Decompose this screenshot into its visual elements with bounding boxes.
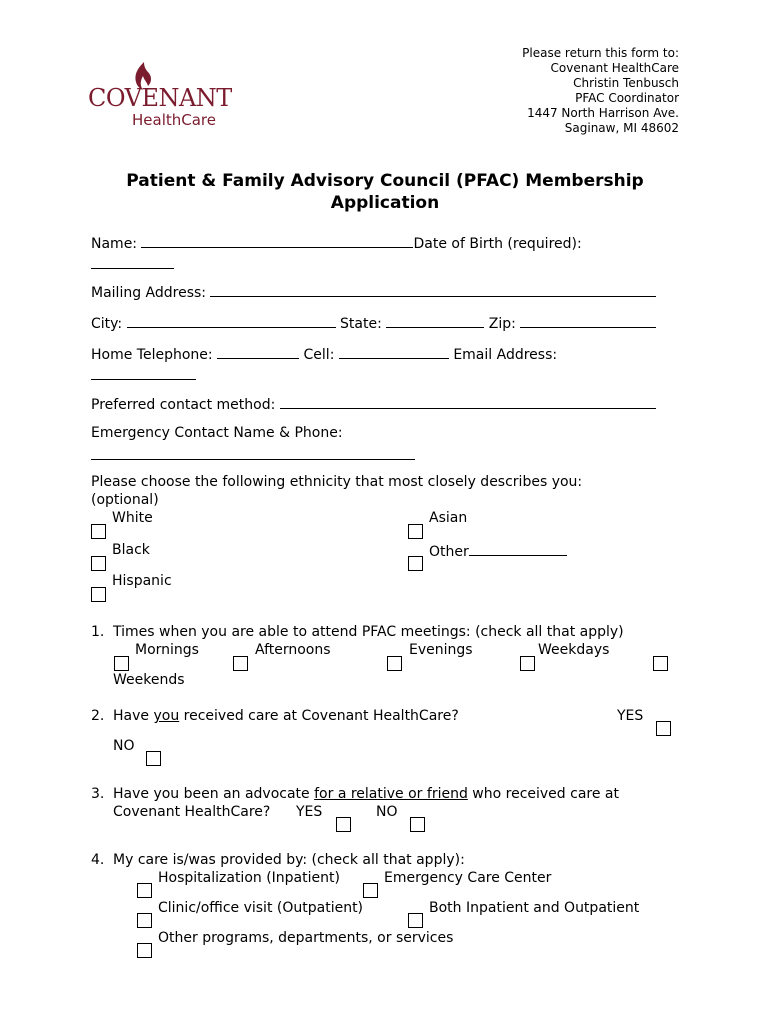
label-other: Other — [429, 544, 469, 560]
city-field[interactable] — [127, 314, 336, 328]
checkbox-other-programs[interactable] — [137, 943, 152, 958]
q2-no-label: NO — [113, 738, 135, 754]
mailing-field[interactable] — [210, 283, 656, 297]
q3-yes-label: YES — [296, 804, 323, 820]
checkbox-clinic[interactable] — [137, 913, 152, 928]
address-line: Saginaw, MI 48602 — [564, 121, 679, 135]
q2-yes-label: YES — [617, 708, 644, 724]
q2-text-emph: you — [153, 708, 180, 724]
checkbox-weekdays[interactable] — [520, 656, 535, 671]
checkbox-afternoons[interactable] — [233, 656, 248, 671]
mailing-row — [91, 283, 656, 302]
email-label: Email Address: — [453, 347, 558, 363]
checkbox-q3-yes[interactable] — [336, 817, 351, 832]
checkbox-both[interactable] — [408, 913, 423, 928]
title-line: Application — [330, 193, 440, 213]
address-line: Please return this form to: — [522, 46, 679, 60]
checkbox-q2-no[interactable] — [146, 751, 161, 766]
q2-text — [113, 708, 459, 725]
home-phone-label: Home Telephone: — [91, 347, 213, 363]
checkbox-weekends[interactable] — [653, 656, 668, 671]
label-afternoons: Afternoons — [255, 642, 331, 658]
logo-name: COVENANT — [88, 84, 232, 112]
checkbox-emergency-care[interactable] — [363, 883, 378, 898]
checkbox-asian[interactable] — [408, 524, 423, 539]
q3-text-post: who received care at — [467, 786, 619, 802]
city-label: City: — [91, 316, 123, 332]
label-hospitalization: Hospitalization (Inpatient) — [158, 870, 340, 886]
checkbox-hospitalization[interactable] — [137, 883, 152, 898]
q1-text: Times when you are able to attend PFAC meetings: (check all that apply) — [113, 624, 624, 640]
state-label: State: — [340, 316, 382, 332]
dob-label: Date of Birth (required): — [413, 236, 582, 252]
name-field[interactable] — [141, 234, 413, 248]
q3-no-label: NO — [376, 804, 398, 820]
state-field[interactable] — [386, 314, 484, 328]
address-line: PFAC Coordinator — [575, 91, 679, 105]
logo — [88, 60, 238, 132]
zip-label: Zip: — [488, 316, 516, 332]
title-line: Patient & Family Advisory Council (PFAC) Membership — [126, 171, 644, 191]
preferred-field[interactable] — [280, 395, 656, 409]
q4-text: My care is/was provided by: (check all that apply): — [113, 852, 465, 868]
checkbox-other[interactable] — [408, 556, 423, 571]
q3-text-emph: for a relative or friend — [314, 786, 468, 802]
name-row — [91, 234, 582, 253]
email-field[interactable] — [91, 379, 196, 380]
address-line: Christin Tenbusch — [573, 76, 679, 90]
label-weekdays: Weekdays — [538, 642, 610, 658]
mailing-label: Mailing Address: — [91, 285, 207, 301]
home-phone-field[interactable] — [217, 345, 299, 359]
other-field[interactable] — [469, 542, 567, 556]
label-weekends: Weekends — [113, 672, 185, 688]
label-asian: Asian — [429, 510, 468, 526]
label-both: Both Inpatient and Outpatient — [429, 900, 640, 916]
q3-text-line2: Covenant HealthCare? — [113, 804, 271, 820]
other-row — [429, 542, 567, 561]
label-other-programs: Other programs, departments, or services — [158, 930, 454, 946]
page-title — [0, 170, 770, 214]
label-emergency-care: Emergency Care Center — [384, 870, 552, 886]
city-row — [91, 314, 656, 333]
logo-sub: HealthCare — [132, 111, 216, 129]
address-line: Covenant HealthCare — [550, 61, 679, 75]
checkbox-white[interactable] — [91, 524, 106, 539]
preferred-row — [91, 395, 656, 414]
label-evenings: Evenings — [409, 642, 473, 658]
q4-number: 4. — [91, 852, 105, 868]
emergency-field[interactable] — [91, 459, 415, 460]
phone-row — [91, 345, 557, 364]
ethnicity-prompt: Please choose the following ethnicity that most closely describes you: — [91, 474, 583, 490]
q2-text-post: received care at Covenant HealthCare? — [179, 708, 459, 724]
dob-field[interactable] — [91, 268, 174, 269]
name-label: Name: — [91, 236, 138, 252]
label-hispanic: Hispanic — [112, 573, 172, 589]
ethnicity-optional: (optional) — [91, 492, 159, 508]
q3-number: 3. — [91, 786, 105, 802]
checkbox-mornings[interactable] — [114, 656, 129, 671]
cell-field[interactable] — [339, 345, 449, 359]
cell-label: Cell: — [303, 347, 335, 363]
emergency-label: Emergency Contact Name & Phone: — [91, 425, 343, 441]
checkbox-black[interactable] — [91, 556, 106, 571]
label-mornings: Mornings — [135, 642, 199, 658]
label-black: Black — [112, 542, 150, 558]
checkbox-hispanic[interactable] — [91, 587, 106, 602]
q3-text — [113, 786, 619, 803]
q2-number: 2. — [91, 708, 105, 724]
label-clinic: Clinic/office visit (Outpatient) — [158, 900, 364, 916]
label-white: White — [112, 510, 153, 526]
return-address — [522, 46, 679, 136]
checkbox-q2-yes[interactable] — [656, 721, 671, 736]
preferred-label: Preferred contact method: — [91, 397, 276, 413]
address-line: 1447 North Harrison Ave. — [527, 106, 679, 120]
q1-number: 1. — [91, 624, 105, 640]
checkbox-evenings[interactable] — [387, 656, 402, 671]
checkbox-q3-no[interactable] — [410, 817, 425, 832]
zip-field[interactable] — [520, 314, 656, 328]
q2-text-pre: Have — [113, 708, 154, 724]
q3-text-pre: Have you been an advocate — [113, 786, 315, 802]
